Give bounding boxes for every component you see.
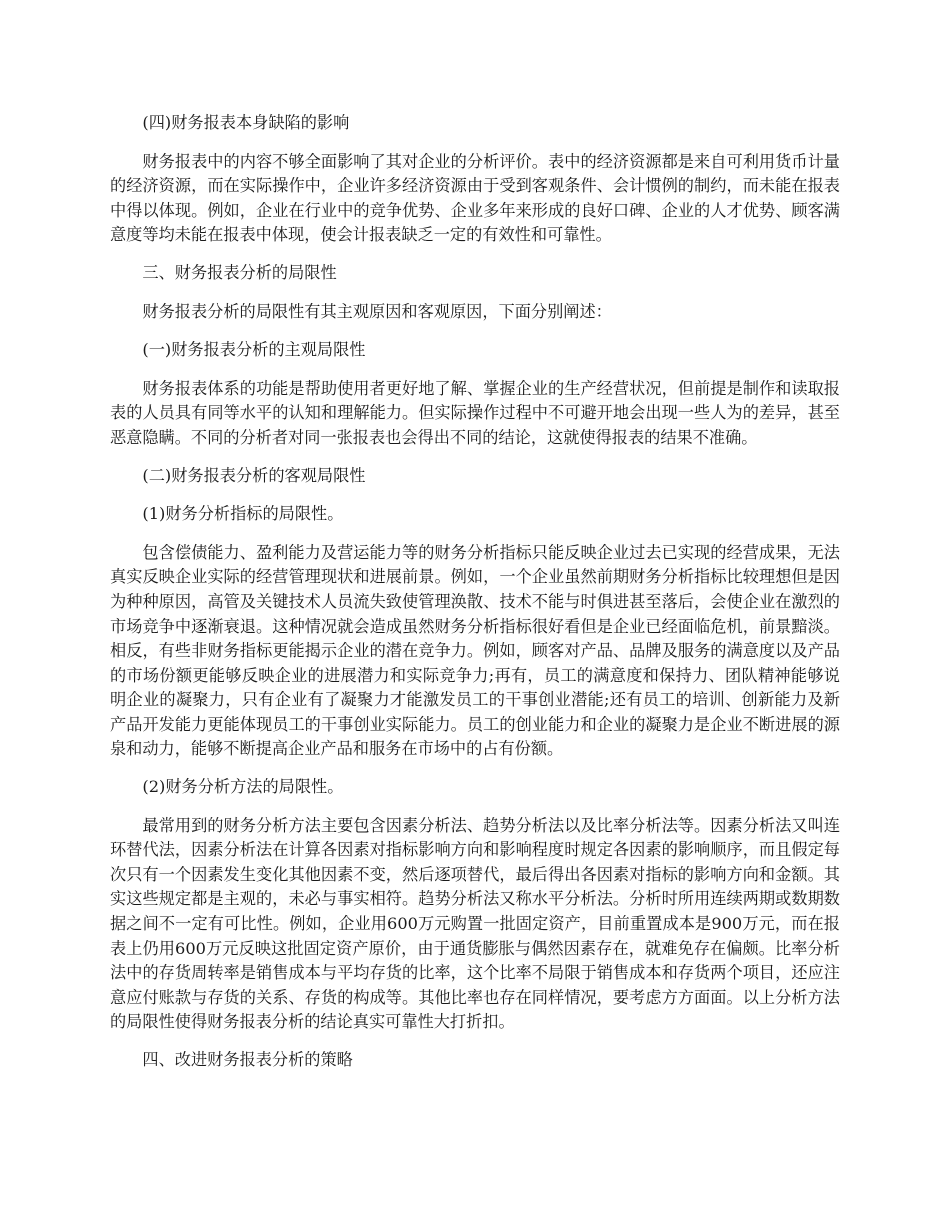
- section-heading-4-defects: (四)财务报表本身缺陷的影响: [142, 113, 350, 132]
- document-page: [110, 111, 840, 1087]
- sub-heading-subjective: (一)财务报表分析的主观局限性: [142, 340, 366, 360]
- sub-heading-objective: (二)财务报表分析的客观局限性: [142, 465, 366, 485]
- section-heading-4-strategies: 四、改进财务报表分析的策略: [142, 1050, 353, 1069]
- item-heading-methods: (2)财务分析方法的局限性。: [142, 777, 344, 797]
- section-heading-3-limitations: 三、财务报表分析的局限性: [142, 262, 337, 282]
- item-heading-indicators: (1)财务分析指标的局限性。: [142, 504, 344, 524]
- paragraph-methods: 最常用到的财务分析方法主要包含因素分析法、趋势分析法以及比率分析法等。因素分析法又叫连环替代法，因素分析法在计算各因素对指标影响方向和影响程度时规定各因素的影响顺序，而且假定每次只有一个因素发生变化其他因素不变，然后逐项替代，最后得出各因素对指标的影响方向和金额。其实这些规定都是主观的，未必与事实相符。趋势分析法又称水平分析法。分析时所用连续两期或数期数据之间不一定有可比性。例如，企业用600万元购置一批固定资产，目前重置成本是900万元，而在报表上仍用600万元反映这批固定资产原价，由于通货膨胀与偶然因素存在，就难免存在偏颇。比率分析法中的存货周转率是销售成本与平均存货的比率，这个比率不局限于销售成本和存货两个项目，还应注意应付账款与存货的关系、存货的构成等。其他比率也存在同样情况，要考虑方方面面。以上分析方法的局限性使得财务报表分析的结论真实可靠性大打折扣。: [110, 815, 840, 1032]
- intro-line-limitations: 财务报表分析的局限性有其主观原因和客观原因，下面分别阐述：: [142, 301, 612, 321]
- paragraph-defects: 财务报表中的内容不够全面影响了其对企业的分析评价。表中的经济资源都是来自可利用货币计量的经济资源，而在实际操作中，企业许多经济资源由于受到客观条件、会计惯例的制约，而未能在报表中得以体现。例如，企业在行业中的竞争优势、企业多年来形成的良好口碑、企业的人才优势、顾客满意度等均未能在报表中体现，使会计报表缺乏一定的有效性和可靠性。: [110, 151, 840, 245]
- paragraph-indicators: 包含偿债能力、盈利能力及营运能力等的财务分析指标只能反映企业过去已实现的经营成果，无法真实反映企业实际的经营管理现状和进展前景。例如，一个企业虽然前期财务分析指标比较理想但是因为种种原因，高管及关键技术人员流失致使管理涣散、技术不能与时俱进甚至落后，会使企业在激烈的市场竞争中逐渐衰退。这种情况就会造成虽然财务分析指标很好看但是企业已经面临危机，前景黯淡。相反，有些非财务指标更能揭示企业的潜在竞争力。例如，顾客对产品、品牌及服务的满意度以及产品的市场份额更能够反映企业的进展潜力和实际竞争力;再有，员工的满意度和保持力、团队精神能够说明企业的凝聚力，只有企业有了凝聚力才能激发员工的干事创业潜能;还有员工的培训、创新能力及新产品开发能力更能体现员工的干事创业实际能力。员工的创业能力和企业的凝聚力是企业不断进展的源泉和动力，能够不断提高企业产品和服务在市场中的占有份额。: [110, 542, 840, 759]
- paragraph-subjective: 财务报表体系的功能是帮助使用者更好地了解、掌握企业的生产经营状况，但前提是制作和读取报表的人员具有同等水平的认知和理解能力。但实际操作过程中不可避开地会出现一些人为的差异，甚至恶意隐瞒。不同的分析者对同一张报表也会得出不同的结论，这就使得报表的结果不准确。: [110, 378, 840, 447]
